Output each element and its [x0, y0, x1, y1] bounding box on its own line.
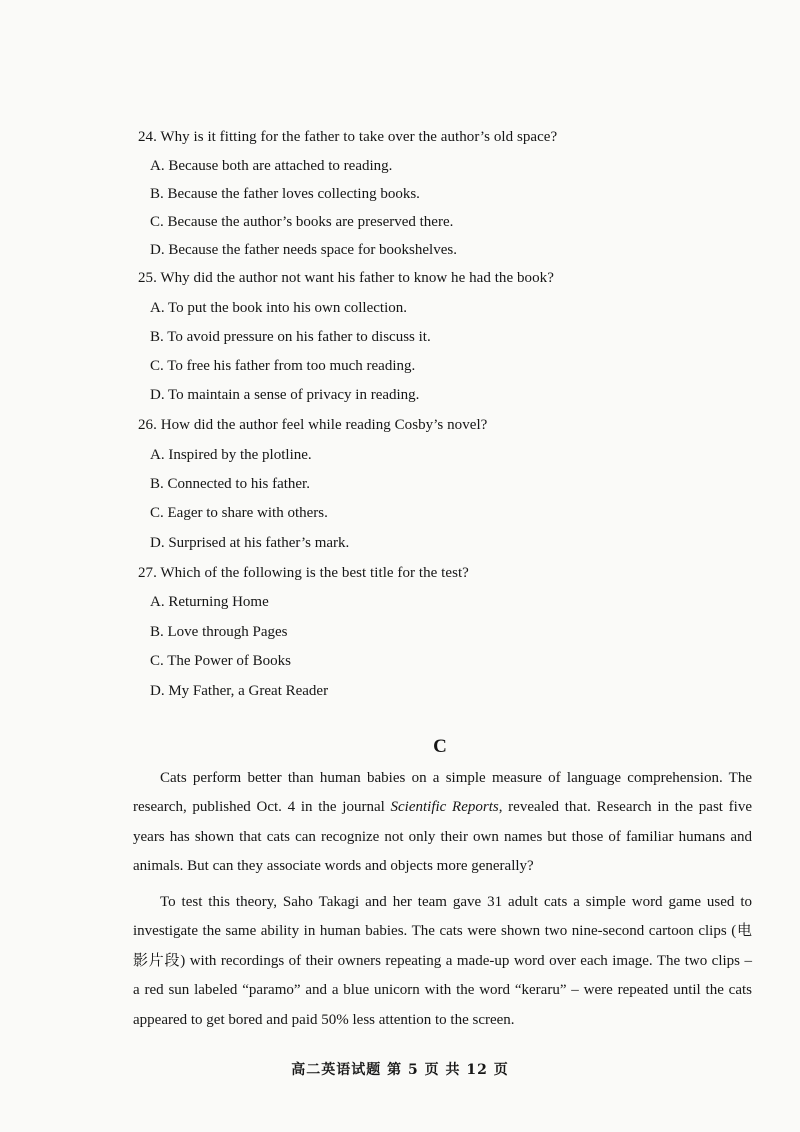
- passage-line: To test this theory, Saho Takagi and her team gave 31 adult cats a simple word game used to: [160, 894, 752, 910]
- passage-line: Cats perform better than human babies on a simple measure of language comprehension. The: [160, 770, 752, 786]
- question-25-option-b: B. To avoid pressure on his father to discuss it.: [150, 329, 431, 345]
- passage-line: a red sun labeled “paramo” and a blue unicorn with the word “keraru” – were repeated until the cats: [133, 982, 752, 999]
- question-25-option-a: A. To put the book into his own collection.: [150, 300, 407, 316]
- question-24-option-b: B. Because the father loves collecting books.: [150, 186, 420, 202]
- passage-text: research, published Oct. 4 in the journal: [133, 799, 391, 816]
- question-24-option-a: A. Because both are attached to reading.: [150, 158, 393, 174]
- question-27-option-c: C. The Power of Books: [150, 653, 291, 669]
- passage-text: , revealed that. Research in the past five: [498, 799, 752, 816]
- question-25-option-d: D. To maintain a sense of privacy in reading.: [150, 387, 420, 403]
- question-26-option-c: C. Eager to share with others.: [150, 505, 328, 521]
- passage-line: investigate the same ability in human babies. The cats were shown two nine-second cartoon clips (电: [133, 923, 752, 940]
- question-24-option-c: C. Because the author’s books are preserved there.: [150, 214, 454, 230]
- journal-name: Scientific Reports: [390, 799, 499, 816]
- passage-line: 影片段) with recordings of their owners repeating a made-up word over each image. The two clips –: [133, 952, 752, 969]
- question-24-stem: 24. Why is it fitting for the father to take over the author’s old space?: [138, 129, 558, 145]
- question-27-stem: 27. Which of the following is the best title for the test?: [138, 565, 469, 581]
- question-27-option-d: D. My Father, a Great Reader: [150, 683, 329, 699]
- question-26-option-b: B. Connected to his father.: [150, 476, 310, 492]
- passage-line: animals. But can they associate words and objects more generally?: [133, 858, 534, 875]
- passage-line: [133, 793, 752, 822]
- page-footer: 高二英语试题 第 5 页 共 12 页: [291, 1062, 509, 1078]
- question-27-option-b: B. Love through Pages: [150, 624, 288, 640]
- passage-line: years has shown that cats can recognize not only their own names but those of familiar humans and: [133, 828, 752, 845]
- question-25-option-c: C. To free his father from too much reading.: [150, 358, 416, 374]
- question-24-option-d: D. Because the father needs space for bookshelves.: [150, 242, 457, 258]
- question-26-option-a: A. Inspired by the plotline.: [150, 447, 312, 463]
- question-26-stem: 26. How did the author feel while reading Cosby’s novel?: [138, 417, 488, 433]
- section-heading: C: [433, 736, 447, 757]
- passage-paragraph-2: [133, 888, 752, 1035]
- passage-paragraph-1: [133, 764, 752, 882]
- passage-line: appeared to get bored and paid 50% less attention to the screen.: [133, 1011, 515, 1028]
- question-25-stem: 25. Why did the author not want his father to know he had the book?: [138, 270, 554, 286]
- question-27-option-a: A. Returning Home: [150, 594, 269, 610]
- question-26-option-d: D. Surprised at his father’s mark.: [150, 535, 350, 551]
